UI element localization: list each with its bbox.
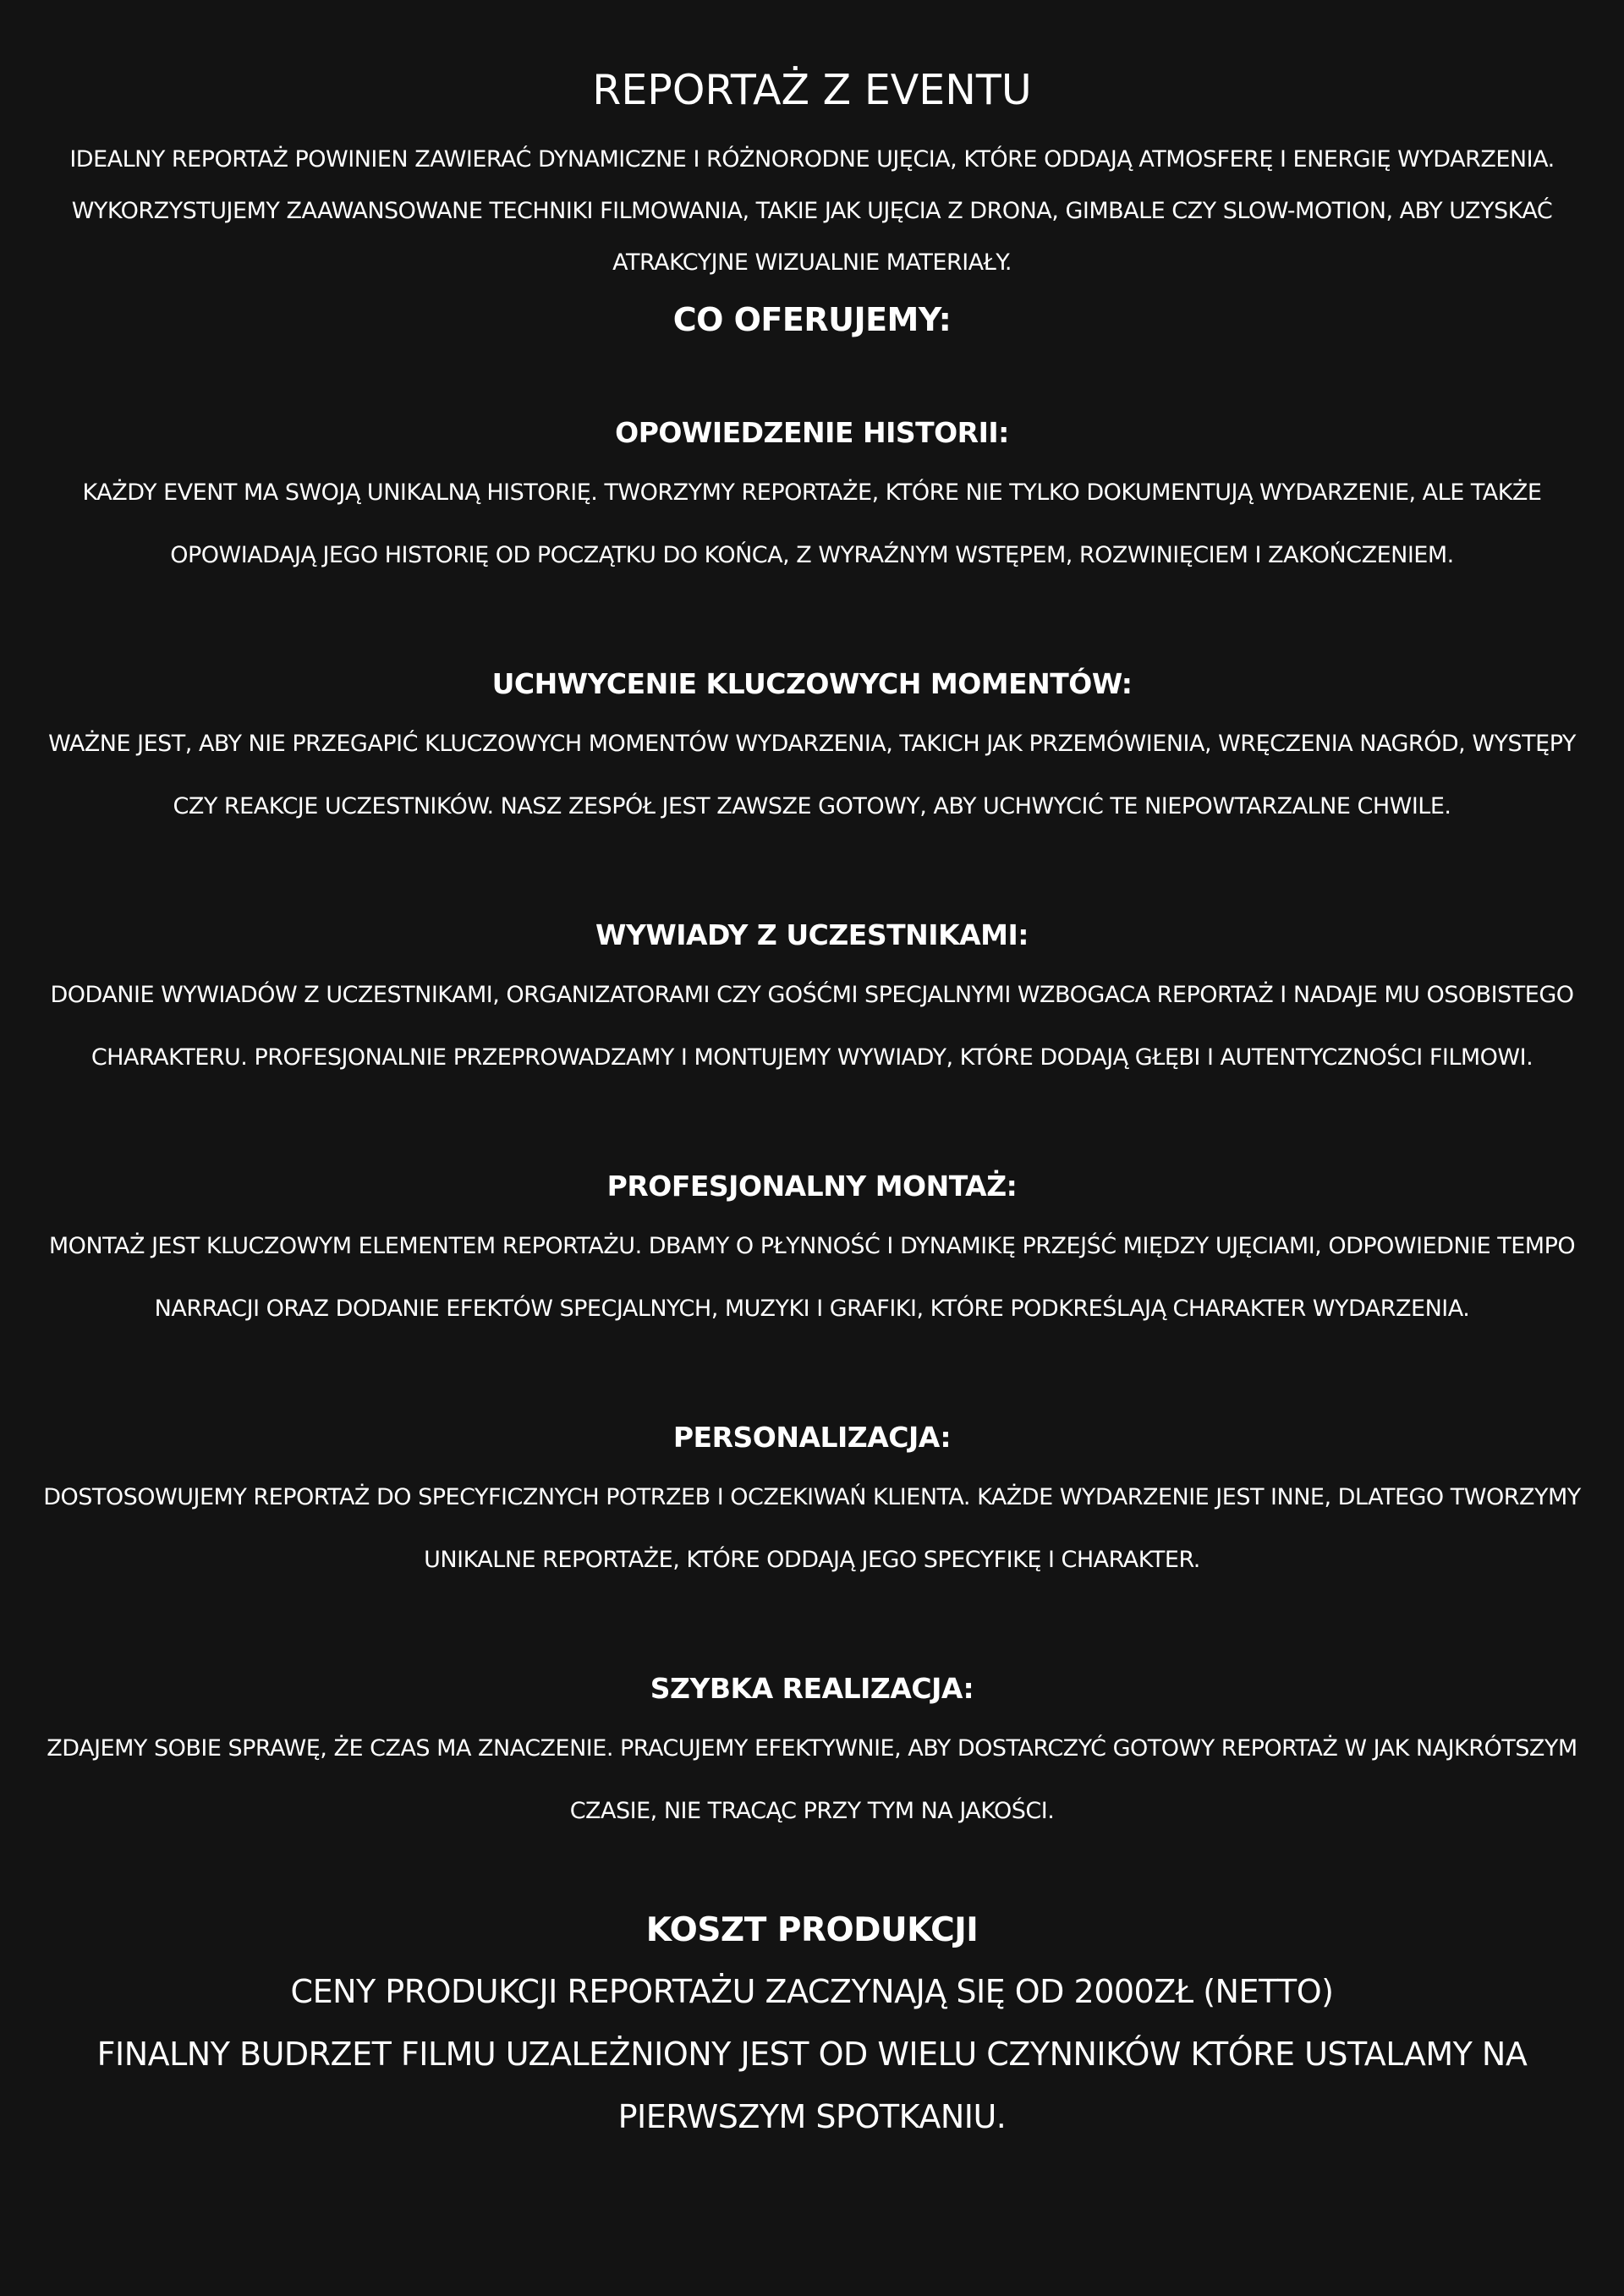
section-body: DOSTOSOWUJEMY REPORTAŻ DO SPECYFICZNYCH POTRZEB I OCZEKIWAŃ KLIENTA. KAŻDE WYDARZENIE JEST INNE, DLATEGO TWORZYMY UNIKALNE REPORTAŻE, KTÓRE ODDAJĄ JEGO SPECYFIKĘ I CHARAKTER. [43,1484,1581,1573]
section-body: DODANIE WYWIADÓW Z UCZESTNIKAMI, ORGANIZATORAMI CZY GOŚĆMI SPECJALNYMI WZBOGACA REPORTAŻ I NADAJE MU OSOBISTEGO CHARAKTERU. PROFESJONALNIE PRZEPROWADZAMY I MONTUJEMY WYWIADY, KTÓRE DODAJĄ GŁĘBI I AUTENTYCZNOŚCI FILMOWI. [50,982,1574,1071]
section-personalization [34,1412,1590,1663]
section-title: PROFESJONALNY MONTAŻ: [606,1170,1018,1203]
section-body: WAŻNE JEST, ABY NIE PRZEGAPIĆ KLUCZOWYCH MOMENTÓW WYDARZENIA, TAKICH JAK PRZEMÓWIENIA, WRĘCZENIA NAGRÓD, WYSTĘPY CZY REAKCJE UCZESTNIKÓW. NASZ ZESPÓŁ JEST ZAWSZE GOTOWY, ABY UCHWYCIĆ TE NIEPOWTARZALNE CHWILE. [48,731,1576,819]
intro-text: IDEALNY REPORTAŻ POWINIEN ZAWIERAĆ DYNAMICZNE I RÓŻNORODNE UJĘCIA, KTÓRE ODDAJĄ ATMOSFERĘ I ENERGIĘ WYDARZENIA. WYKORZYSTUJEMY ZAAWANSOWANE TECHNIKI FILMOWANIA, TAKIE JAK UJĘCIA Z DRONA, GIMBALE CZY SLOW-MOTION, ABY UZYSKAĆ ATRAKCYJNE WIZUALNIE MATERIAŁY. [69,146,1555,276]
cost-heading: KOSZT PRODUKCJI [645,1911,979,1949]
offer-sections [34,408,1590,1915]
section-interviews [34,910,1590,1161]
price-text: CENY PRODUKCJI REPORTAŻU ZACZYNAJĄ SIĘ OD 2000ZŁ (NETTO) [290,1973,1334,2010]
section-key-moments [34,659,1590,910]
section-title: UCHWYCENIE KLUCZOWYCH MOMENTÓW: [491,667,1133,700]
section-editing [34,1161,1590,1412]
section-fast-delivery [34,1663,1590,1915]
section-title: PERSONALIZACJA: [672,1421,952,1454]
section-storytelling [34,408,1590,659]
section-body: ZDAJEMY SOBIE SPRAWĘ, ŻE CZAS MA ZNACZENIE. PRACUJEMY EFEKTYWNIE, ABY DOSTARCZYĆ GOTOWY REPORTAŻ W JAK NAJKRÓTSZYM CZASIE, NIE TRACĄC PRZY TYM NA JAKOŚCI. [47,1735,1577,1824]
section-title: WYWIADY Z UCZESTNIKAMI: [595,918,1029,951]
offer-heading: CO OFERUJEMY: [672,301,952,338]
section-body: KAŻDY EVENT MA SWOJĄ UNIKALNĄ HISTORIĘ. TWORZYMY REPORTAŻE, KTÓRE NIE TYLKO DOKUMENTUJĄ WYDARZENIE, ALE TAKŻE OPOWIADAJĄ JEGO HISTORIĘ OD POCZĄTKU DO KOŃCA, Z WYRAŹNYM WSTĘPEM, ROZWINIĘCIEM I ZAKOŃCZENIEM. [82,479,1542,568]
cost-section [34,1901,1590,2148]
section-title: OPOWIEDZENIE HISTORII: [615,416,1009,449]
section-body: MONTAŻ JEST KLUCZOWYM ELEMENTEM REPORTAŻU. DBAMY O PŁYNNOŚĆ I DYNAMIKĘ PRZEJŚĆ MIĘDZY UJĘCIAMI, ODPOWIEDNIE TEMPO NARRACJI ORAZ DODANIE EFEKTÓW SPECJALNYCH, MUZYKI I GRAFIKI, KTÓRE PODKREŚLAJĄ CHARAKTER WYDARZENIA. [48,1233,1576,1322]
section-title: SZYBKA REALIZACJA: [650,1672,974,1705]
budget-note: FINALNY BUDRZET FILMU UZALEŻNIONY JEST OD WIELU CZYNNIKÓW KTÓRE USTALAMY NA PIERWSZYM SPOTKANIU. [96,2036,1528,2135]
page-title: REPORTAŻ Z EVENTU [592,66,1032,114]
